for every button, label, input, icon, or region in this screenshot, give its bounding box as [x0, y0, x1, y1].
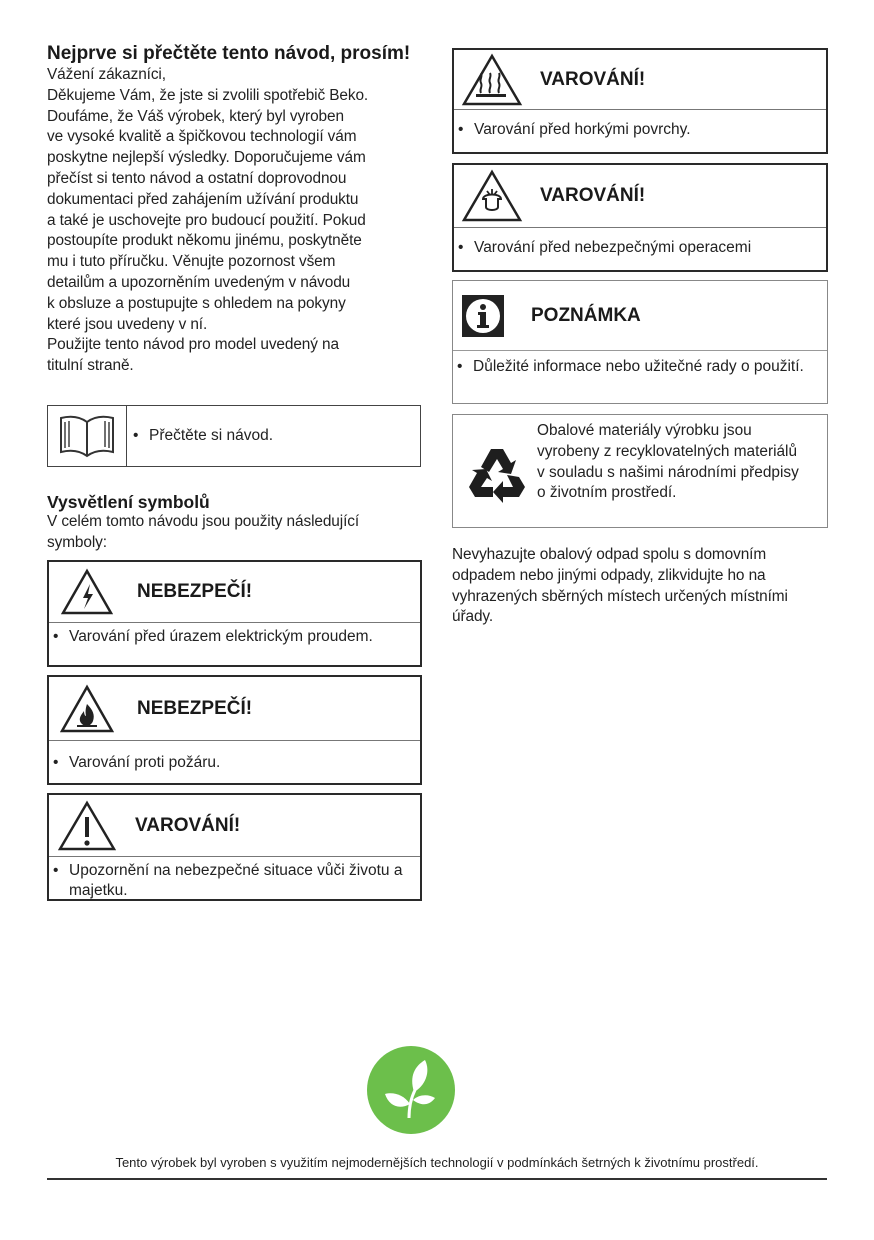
- intro-body: Vážení zákazníci, Děkujeme Vám, že jste si zvolili spotřebič Beko. Doufáme, že Váš výrobek, který byl vyroben ve vysoké kvalitě a špičkovou technologií vám poskytne nejlepší výsledky. Doporučujeme vám přečíst si tento návod a ostatní doprovodnou dokumentaci před zahájením užívání produktu a také je uschovejte pro budoucí použití. Pokud postoupíte produkt někomu jinému, poskytněte mu i tuto příručku. Věnujte pozornost všem detailům a upozorněním uvedeným v návodu k obsluze a postupujte s ohledem na pokyny které jsou uvedeny v ní. Použijte tento návod pro model uvedený na titulní straně.: [47, 66, 369, 375]
- warning-electric-box: NEBEZPEČÍ! • Varování před úrazem elektrickým proudem.: [47, 560, 422, 667]
- warning-general-text: Upozornění na nebezpečné situace vůči životu a majetku.: [69, 862, 403, 899]
- read-manual-text: Přečtěte si návod.: [149, 427, 274, 444]
- warning-general-box: VAROVÁNÍ! • Upozornění na nebezpečné situace vůči životu a majetku.: [47, 793, 422, 901]
- warning-operation-text: Varování před nebezpečnými operacemi: [474, 239, 752, 256]
- warning-fire-label: NEBEZPEČÍ!: [137, 697, 253, 719]
- warning-hot-box: VAROVÁNÍ! • Varování před horkými povrchy.: [452, 48, 828, 154]
- warning-fire-box: NEBEZPEČÍ! • Varování proti požáru.: [47, 675, 422, 785]
- recycle-icon: [467, 443, 527, 508]
- warning-general-label: VAROVÁNÍ!: [135, 814, 241, 836]
- exclamation-icon: [49, 800, 125, 852]
- warning-operation-label: VAROVÁNÍ!: [540, 185, 646, 206]
- warning-hot-label: VAROVÁNÍ!: [540, 68, 646, 90]
- hot-surface-icon: [454, 53, 530, 107]
- warning-electric-text: Varování před úrazem elektrickým proudem.: [69, 628, 373, 645]
- warning-hot-text: Varování před horkými povrchy.: [474, 121, 691, 138]
- note-text: Důležité informace nebo užitečné rady o použití.: [473, 358, 804, 375]
- warning-operation-box: VAROVÁNÍ! • Varování před nebezpečnými operacemi: [452, 163, 828, 272]
- footer-divider: [47, 1178, 827, 1180]
- fire-icon: [49, 684, 125, 734]
- electric-shock-icon: [49, 568, 125, 616]
- intro-section: [47, 43, 423, 377]
- note-box: POZNÁMKA • Důležité informace nebo užitečné rady o použití.: [452, 280, 828, 404]
- recycle-box: [452, 414, 828, 528]
- warning-electric-label: NEBEZPEČÍ!: [137, 581, 253, 602]
- dangerous-operation-icon: [454, 169, 530, 223]
- symbols-section: [47, 492, 423, 554]
- info-icon: [453, 294, 513, 338]
- symbols-title: Vysvětlení symbolů: [47, 492, 210, 512]
- intro-title: Nejprve si přečtěte tento návod, prosím!: [47, 43, 411, 64]
- disposal-text: Nevyhazujte obalový odpad spolu s domovním odpadem nebo jinými odpady, zlikvidujte ho na vyhrazených sběrných místech určených místními úřady.: [452, 546, 788, 626]
- note-label: POZNÁMKA: [531, 304, 641, 326]
- warning-fire-text: Varování proti požáru.: [69, 754, 221, 771]
- footer-text: Tento výrobek byl vyroben s využitím nejmodernějších technologií v podmínkách šetrných k životnímu prostředí.: [115, 1155, 759, 1170]
- eco-leaf-icon: [367, 1046, 455, 1139]
- read-manual-box: • Přečtěte si návod.: [47, 405, 421, 467]
- recycle-text: Obalové materiály výrobku jsou vyrobeny z recyklovatelných materiálů v souladu s našimi národními předpisy o životním prostředí.: [537, 422, 799, 502]
- symbols-subtitle: V celém tomto návodu jsou použity následující symboly:: [47, 513, 360, 551]
- book-icon: [48, 406, 127, 466]
